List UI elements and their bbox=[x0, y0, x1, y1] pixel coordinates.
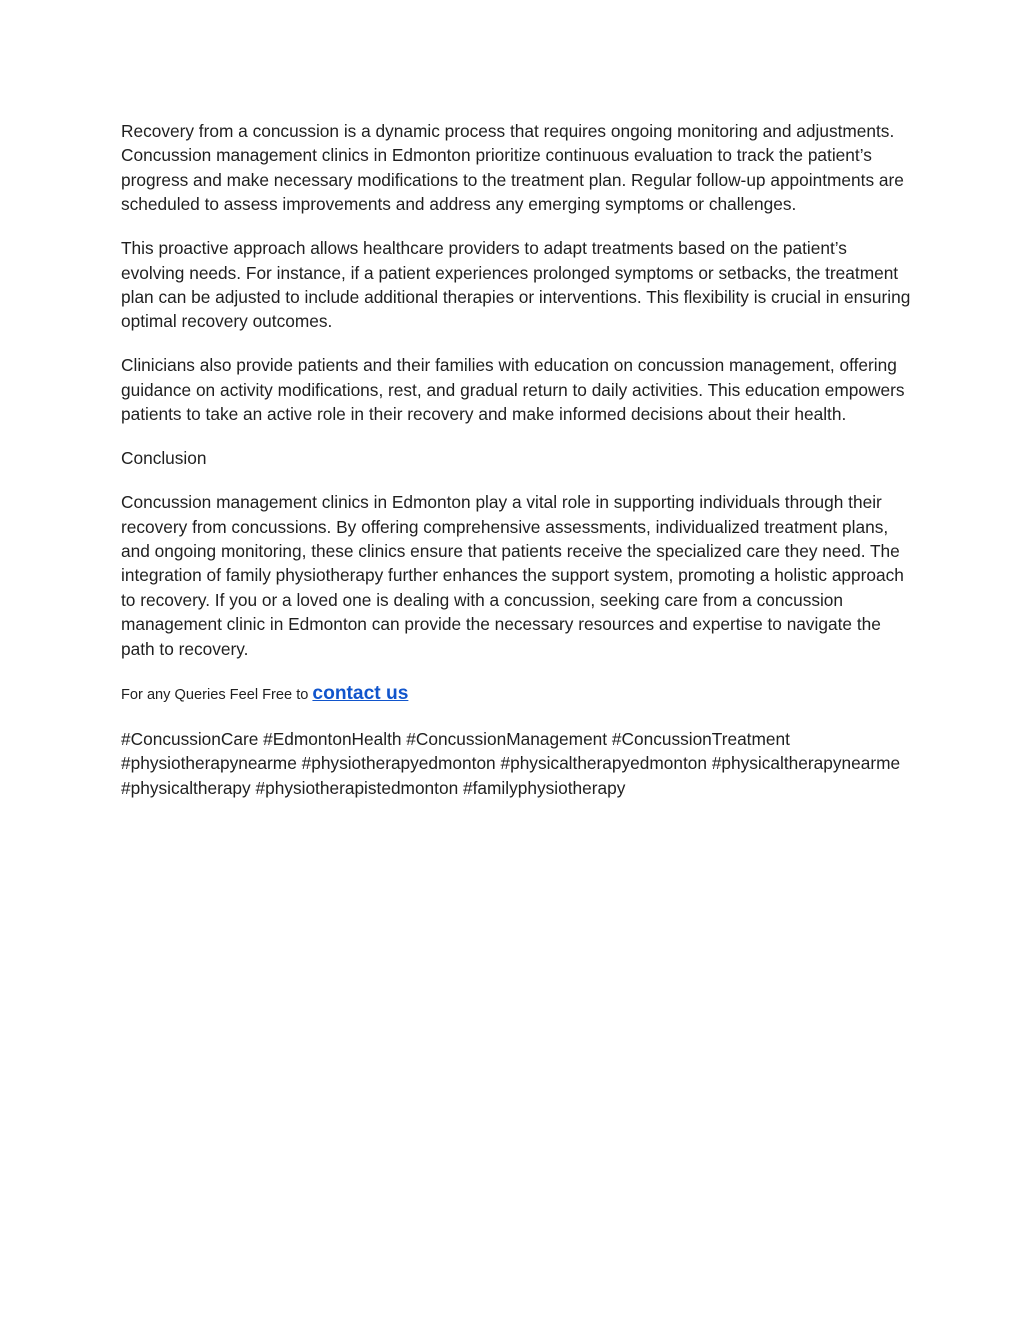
paragraph-education: Clinicians also provide patients and their families with education on concussion management, offering guidance on activity modifications, rest, and gradual return to daily activities. This education empowers patients to take an active role in their recovery and make informed decisions about their health. bbox=[121, 355, 905, 425]
paragraph-monitoring: Recovery from a concussion is a dynamic process that requires ongoing monitoring and adjustments. Concussion management clinics in Edmonton prioritize continuous evaluation to track the patient’s progress and make necessary modifications to the treatment plan. Regular follow-up appointments are scheduled to assess improvements and address any emerging symptoms or challenges. bbox=[121, 121, 904, 215]
contact-prefix: For any Queries Feel Free to bbox=[121, 686, 313, 703]
document-body bbox=[121, 119, 911, 800]
contact-line bbox=[121, 681, 911, 708]
hashtags: #ConcussionCare #EdmontonHealth #ConcussionManagement #ConcussionTreatment #physiotherapynearme #physiotherapyedmonton #physicaltherapyedmonton #physicaltherapynearme #physicaltherapy #physiotherapistedmonton #familyphysiotherapy bbox=[121, 728, 901, 798]
paragraph-proactive-approach: This proactive approach allows healthcare providers to adapt treatments based on the patient’s evolving needs. For instance, if a patient experiences prolonged symptoms or setbacks, the treatment plan can be adjusted to include additional therapies or interventions. This flexibility is crucial in ensuring optimal recovery outcomes. bbox=[121, 238, 911, 332]
contact-us-link[interactable]: contact us bbox=[312, 682, 409, 704]
conclusion-paragraph: Concussion management clinics in Edmonton play a vital role in supporting individuals through their recovery from concussions. By offering comprehensive assessments, individualized treatment plans, and ongoing monitoring, these clinics ensure that patients receive the specialized care they need. The integration of family physiotherapy further enhances the support system, promoting a holistic approach to recovery. If you or a loved one is dealing with a concussion, seeking care from a concussion management clinic in Edmonton can provide the necessary resources and expertise to navigate the path to recovery. bbox=[121, 492, 904, 659]
conclusion-heading: Conclusion bbox=[121, 448, 207, 469]
